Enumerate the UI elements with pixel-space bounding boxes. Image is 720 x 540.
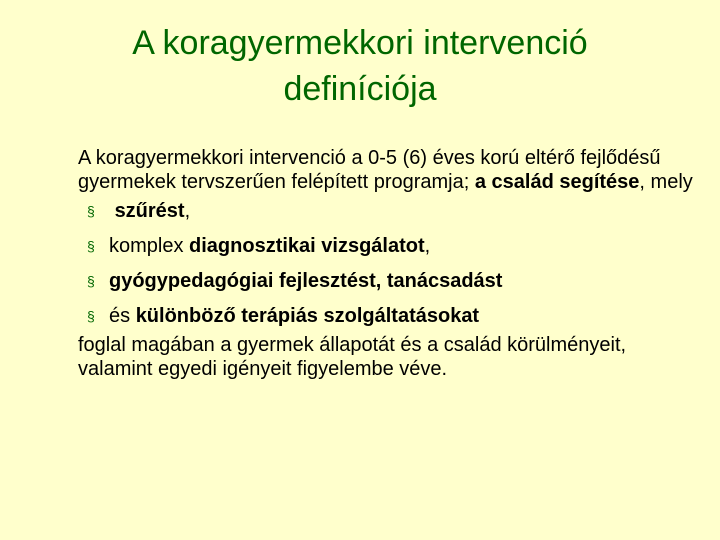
bullet-item-screening: [78, 194, 698, 229]
bullet-bold: gyógypedagógiai fejlesztést, tanácsadást: [109, 270, 503, 292]
title-line-2: definíciója: [283, 70, 437, 108]
section-sign-icon: §: [87, 308, 95, 324]
bullet-item-development: [78, 264, 698, 299]
intro-paragraph: [78, 147, 698, 194]
bullet-suffix: ,: [424, 235, 431, 257]
title-line-1: A koragyermekkori intervenció: [132, 24, 588, 62]
intro-tail: , mely: [639, 170, 693, 193]
section-sign-icon: §: [87, 273, 95, 289]
bullet-list: [78, 194, 698, 334]
bullet-bold: szűrést: [114, 200, 185, 222]
bullet-bold: különböző terápiás szolgáltatásokat: [135, 305, 480, 327]
closing-paragraph: foglal magában a gyermek állapotát és a család körülményeit, valamint egyedi igényeit figyelembe véve.: [78, 334, 627, 380]
bullet-suffix: ,: [184, 200, 191, 222]
bullet-bold: diagnosztikai vizsgálatot: [189, 235, 425, 257]
section-sign-icon: §: [87, 203, 95, 219]
bullet-item-therapy: [78, 299, 698, 334]
section-sign-icon: §: [87, 238, 95, 254]
bullet-prefix: és: [109, 305, 136, 327]
intro-bold: a család segítése: [474, 170, 640, 193]
bullet-prefix: komplex: [109, 235, 190, 257]
intro-text: A koragyermekkori intervenció a 0-5 (6) éves korú eltérő fejlődésű gyermekek tervszerűen felépített programja;: [78, 147, 661, 193]
slide-body: [78, 147, 698, 381]
slide-title: [0, 20, 720, 112]
bullet-item-diagnostics: [78, 229, 698, 264]
